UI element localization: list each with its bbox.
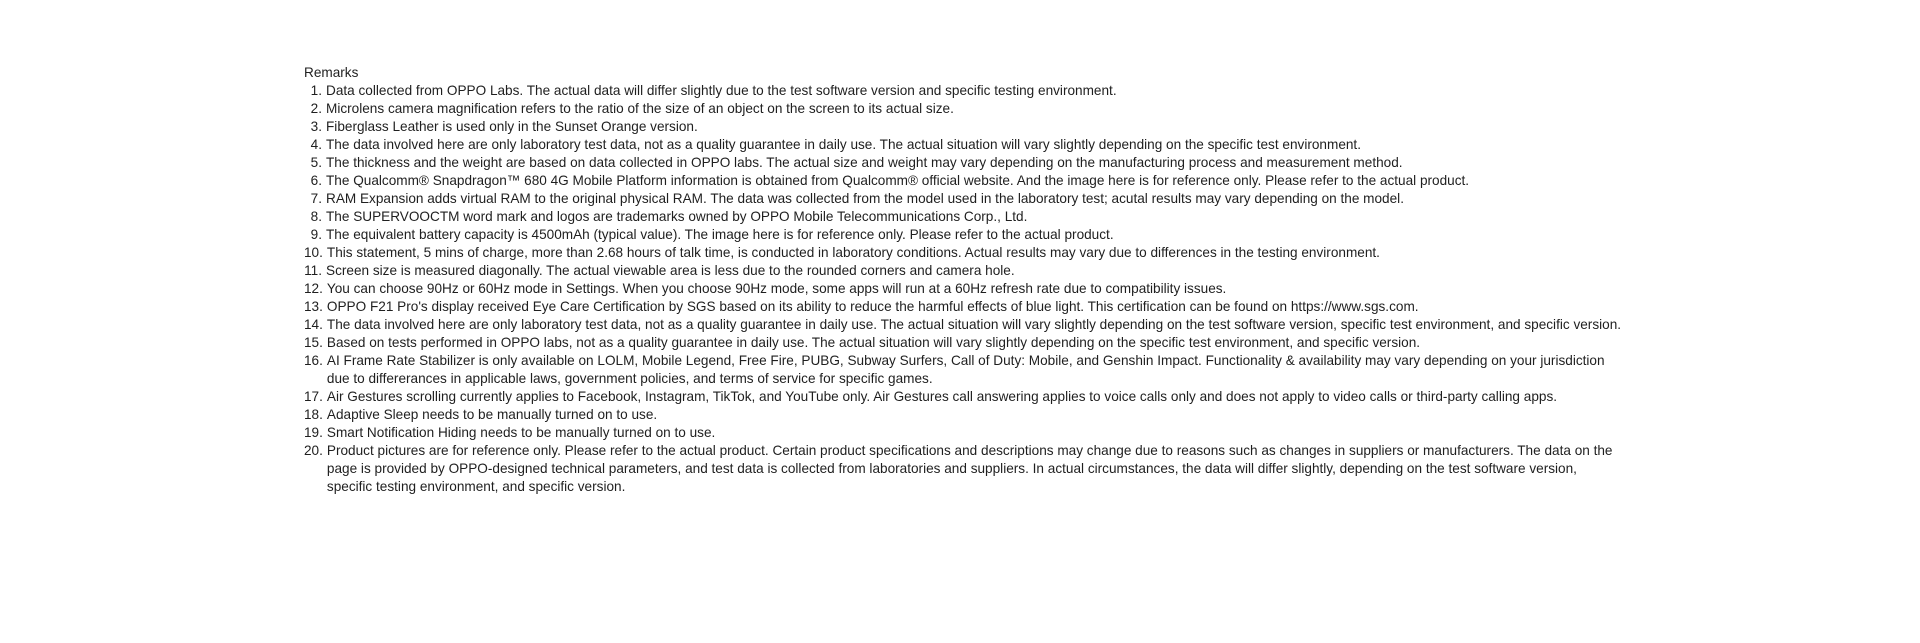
remark-text: OPPO F21 Pro's display received Eye Care Certification by SGS based on its ability to reduce the harmful effects of blue light. This certification can be found on https://www.sgs.com. (326, 299, 1419, 314)
remark-item-4 (304, 136, 1624, 154)
remark-number: 2. (310, 101, 322, 116)
remark-text: The data involved here are only laboratory test data, not as a quality guarantee in daily use. The actual situation will vary slightly depending on the specific test environment. (326, 137, 1361, 152)
remark-text: Data collected from OPPO Labs. The actual data will differ slightly due to the test software version and specific testing environment. (326, 83, 1117, 98)
remark-text: This statement, 5 mins of charge, more than 2.68 hours of talk time, is conducted in laboratory conditions. Actual results may vary due to differences in the testing environment. (326, 245, 1380, 260)
remark-number: 6. (310, 173, 322, 188)
remark-text: The data involved here are only laboratory test data, not as a quality guarantee in daily use. The actual situation will vary slightly depending on the test software version, specific test environment, and specific version. (326, 317, 1622, 332)
remark-text: Product pictures are for reference only. Please refer to the actual product. Certain product specifications and descriptions may change due to reasons such as changes in suppliers or manufacturers. The data on the page is provided by OPPO-designed technical parameters, and test data is collected from laboratories and suppliers. In actual circumstances, the data will differ slightly, depending on the test software version, specific testing environment, and specific version. (326, 443, 1613, 494)
remark-number: 10. (304, 245, 323, 260)
remark-number: 12. (304, 281, 323, 296)
remark-item-15 (304, 334, 1624, 352)
remark-text: AI Frame Rate Stabilizer is only available on LOLM, Mobile Legend, Free Fire, PUBG, Subway Surfers, Call of Duty: Mobile, and Genshin Impact. Functionality & availability may vary depending on your jurisdiction due to differerances in applicable laws, government policies, and terms of service for specific games. (326, 353, 1605, 386)
remarks-title: Remarks (304, 65, 359, 80)
remarks-list (304, 82, 1624, 496)
remark-number: 8. (310, 209, 322, 224)
remark-number: 15. (304, 335, 323, 350)
remark-text: Microlens camera magnification refers to the ratio of the size of an object on the screen to its actual size. (326, 101, 954, 116)
remark-text: You can choose 90Hz or 60Hz mode in Settings. When you choose 90Hz mode, some apps will run at a 60Hz refresh rate due to compatibility issues. (326, 281, 1227, 296)
remark-number: 9. (310, 227, 322, 242)
remark-text: The SUPERVOOCTM word mark and logos are trademarks owned by OPPO Mobile Telecommunications Corp., Ltd. (326, 209, 1028, 224)
remark-text: Air Gestures scrolling currently applies to Facebook, Instagram, TikTok, and YouTube only. Air Gestures call answering applies to voice calls only and does not apply to video calls or third-party calling apps. (326, 389, 1558, 404)
remark-item-20 (304, 442, 1624, 496)
remark-item-14 (304, 316, 1624, 334)
remark-number: 20. (304, 443, 323, 458)
remark-text: The Qualcomm® Snapdragon™ 680 4G Mobile Platform information is obtained from Qualcomm® official website. And the image here is for reference only. Please refer to the actual product. (326, 173, 1470, 188)
remark-item-10 (304, 244, 1624, 262)
remark-item-12 (304, 280, 1624, 298)
remarks-section (304, 64, 1624, 496)
remark-number: 1. (310, 83, 322, 98)
remark-number: 19. (304, 425, 323, 440)
remark-text: Fiberglass Leather is used only in the Sunset Orange version. (326, 119, 698, 134)
remark-item-18 (304, 406, 1624, 424)
remark-item-7 (304, 190, 1624, 208)
remark-item-19 (304, 424, 1624, 442)
remark-item-8 (304, 208, 1624, 226)
remark-number: 18. (304, 407, 323, 422)
remark-item-9 (304, 226, 1624, 244)
remark-item-1 (304, 82, 1624, 100)
remark-number: 16. (304, 353, 323, 368)
remark-number: 5. (310, 155, 322, 170)
remark-number: 13. (304, 299, 323, 314)
remark-item-2 (304, 100, 1624, 118)
remark-item-13 (304, 298, 1624, 316)
remark-item-5 (304, 154, 1624, 172)
remark-item-17 (304, 388, 1624, 406)
remark-text: Screen size is measured diagonally. The actual viewable area is less due to the rounded corners and camera hole. (326, 263, 1015, 278)
remark-number: 7. (310, 191, 322, 206)
remark-item-3 (304, 118, 1624, 136)
remark-text: The equivalent battery capacity is 4500mAh (typical value). The image here is for reference only. Please refer to the actual product. (326, 227, 1114, 242)
remark-item-16 (304, 352, 1624, 388)
remark-text: RAM Expansion adds virtual RAM to the original physical RAM. The data was collected from the model used in the laboratory test; acutal results may vary depending on the model. (326, 191, 1404, 206)
remark-text: The thickness and the weight are based on data collected in OPPO labs. The actual size and weight may vary depending on the manufacturing process and measurement method. (326, 155, 1403, 170)
remark-number: 14. (304, 317, 323, 332)
remark-item-6 (304, 172, 1624, 190)
remark-text: Based on tests performed in OPPO labs, not as a quality guarantee in daily use. The actual situation will vary slightly depending on the specific test environment, and specific version. (326, 335, 1421, 350)
remark-number: 3. (310, 119, 322, 134)
remark-text: Smart Notification Hiding needs to be manually turned on to use. (326, 425, 716, 440)
remark-number: 4. (310, 137, 322, 152)
remark-text: Adaptive Sleep needs to be manually turned on to use. (326, 407, 658, 422)
remark-item-11 (304, 262, 1624, 280)
remark-number: 11. (304, 263, 322, 278)
remark-number: 17. (304, 389, 323, 404)
